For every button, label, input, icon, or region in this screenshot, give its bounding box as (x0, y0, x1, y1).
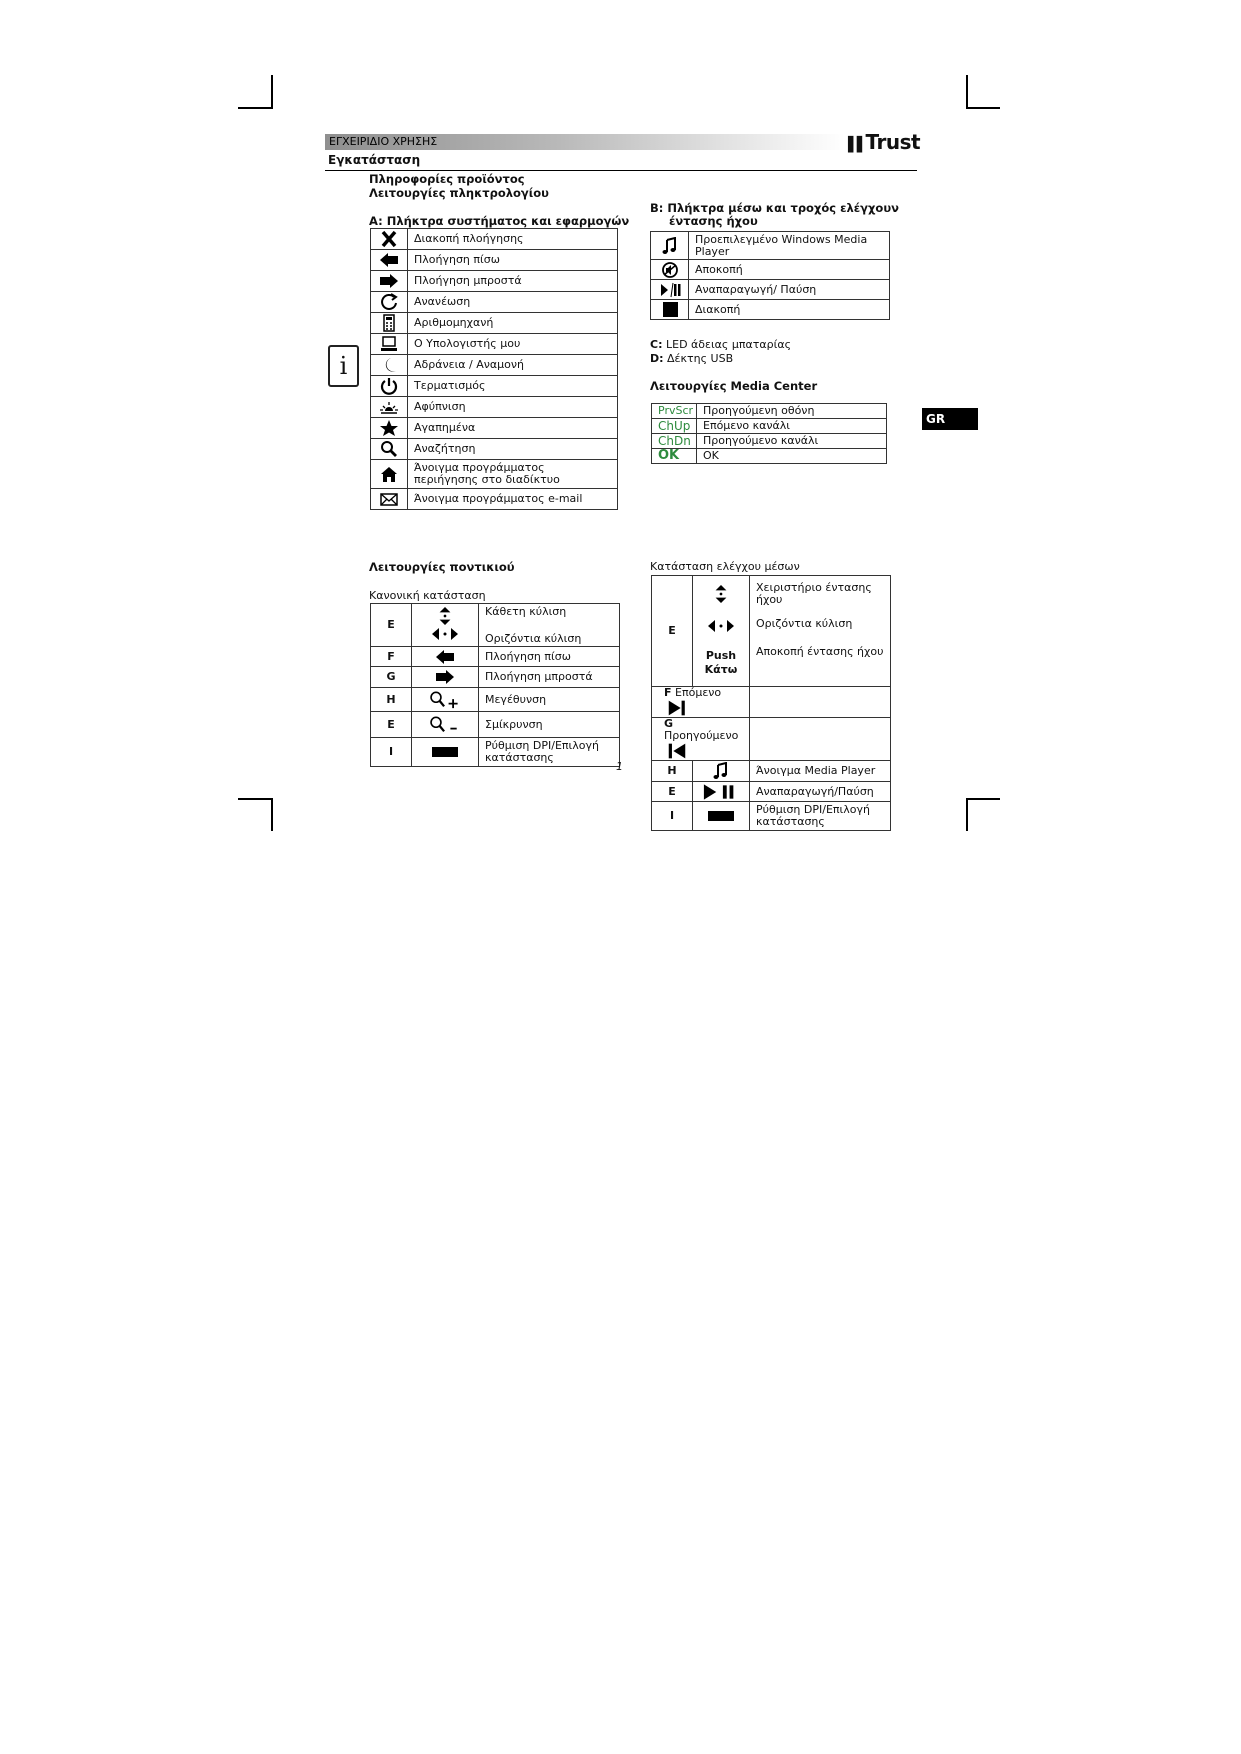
crop-mark (966, 107, 1000, 109)
key-letter: I (652, 802, 693, 831)
trust-logo: ▌▌Trust (848, 130, 921, 154)
key-label: Ρύθμιση DPI/Επιλογή κατάστασης (479, 738, 620, 767)
push-label: Push (705, 649, 737, 662)
wheel-labels (750, 576, 891, 687)
header-rule (325, 170, 917, 171)
table-row (371, 292, 618, 313)
key-letter: E (371, 604, 412, 647)
product-heading: Πληροφορίες προϊόντος (369, 172, 525, 186)
table-row (371, 712, 620, 738)
crop-mark (966, 798, 1000, 800)
mc-key-text: ChUp (658, 418, 691, 433)
table-row (652, 404, 887, 419)
key-label: Διακοπή πλοήγησης (408, 229, 618, 250)
key-letter: I (371, 738, 412, 767)
media-mode-title: Κατάσταση ελέγχου μέσων (650, 560, 800, 573)
track-cell (652, 687, 750, 718)
crop-mark (238, 798, 273, 800)
horizontal-scroll-label: Οριζόντια κύλιση (485, 631, 582, 645)
table-row (652, 576, 891, 687)
music-note-icon (693, 761, 750, 782)
arrow-left-icon (371, 250, 408, 271)
section-b-title: B: Πλήκτρα μέσω και τροχός ελέγχουν (650, 201, 899, 215)
page-number: 1 (616, 760, 623, 773)
empty-cell (750, 687, 891, 718)
mc-key-icon (652, 449, 697, 464)
table-row (371, 604, 620, 647)
info-icon: i (328, 345, 359, 387)
table-row (652, 718, 891, 761)
key-label: Αφύπνιση (408, 397, 618, 418)
table-row (371, 250, 618, 271)
mc-key-icon (652, 404, 697, 419)
c-line: C: LED άδειας μπαταρίας (650, 338, 792, 351)
header-title: ΕΓΧΕΙΡΙΔΙΟ ΧΡΗΣΗΣ (329, 135, 438, 148)
table-row (651, 260, 890, 280)
key-label: Άνοιγμα Media Player (750, 761, 891, 782)
power-icon (371, 376, 408, 397)
key-label: Αριθμομηχανή (408, 313, 618, 334)
key-letter: F (664, 686, 672, 699)
key-label: Προηγούμενο κανάλι (697, 434, 887, 449)
home-icon (371, 460, 408, 489)
page-subtitle: Εγκατάσταση (328, 153, 421, 167)
key-letter: E (371, 712, 412, 738)
table-row (652, 419, 887, 434)
scroll-labels (479, 604, 620, 647)
key-label: Πλοήγηση πίσω (479, 647, 620, 667)
wakeup-icon (371, 397, 408, 418)
media-center-title: Λειτουργίες Media Center (650, 379, 818, 393)
crop-mark (271, 75, 273, 108)
key-label: Προηγούμενη οθόνη (697, 404, 887, 419)
search-icon (371, 439, 408, 460)
volume-label: Χειριστήριο έντασης ήχου (756, 581, 872, 606)
table-row (371, 271, 618, 292)
key-label: Άνοιγμα προγράμματος περιήγησης στο διαδίκτυο (408, 460, 618, 489)
table-row (651, 300, 890, 320)
table-row (371, 334, 618, 355)
table-row (652, 687, 891, 718)
table-row (371, 376, 618, 397)
key-label: Αποκοπή (689, 260, 890, 280)
key-label: Αναζήτηση (408, 439, 618, 460)
star-icon (371, 418, 408, 439)
crop-mark (238, 107, 273, 109)
prev-track-icon (666, 744, 688, 757)
down-label: Κάτω (704, 663, 738, 676)
table-row (651, 232, 890, 260)
media-center-table (651, 403, 887, 464)
refresh-icon (371, 292, 408, 313)
wheel-icon (693, 576, 750, 687)
computer-icon (371, 334, 408, 355)
normal-mode-title: Κανονική κατάσταση (369, 589, 486, 602)
empty-cell (750, 718, 891, 761)
play-pause-bold-icon (693, 782, 750, 802)
table-row (371, 355, 618, 376)
key-label: Πλοήγηση μπροστά (479, 667, 620, 688)
table-row (652, 802, 891, 831)
next-track-icon (666, 701, 688, 714)
crop-mark (271, 798, 273, 831)
key-letter: H (371, 688, 412, 712)
zoom-out-icon (412, 712, 479, 738)
key-label: Πλοήγηση πίσω (408, 250, 618, 271)
mc-key-text: OK (658, 448, 680, 463)
key-label: Αγαπημένα (408, 418, 618, 439)
key-label: Αδράνεια / Αναμονή (408, 355, 618, 376)
zoom-in-icon (412, 688, 479, 712)
mc-key-icon (652, 434, 697, 449)
section-a-title: A: Πλήκτρα συστήματος και εφαρμογών (369, 214, 630, 228)
table-row (371, 489, 618, 510)
key-label: Τερματισμός (408, 376, 618, 397)
d-line: D: Δέκτης USB (650, 352, 734, 365)
key-label: Επόμενο κανάλι (697, 419, 887, 434)
key-label: Διακοπή (689, 300, 890, 320)
key-letter: G (664, 717, 674, 730)
crop-mark (966, 798, 968, 831)
table-row (371, 397, 618, 418)
table-row (652, 449, 887, 464)
key-letter: H (652, 761, 693, 782)
media-mode-table (651, 575, 891, 831)
key-label: Αναπαραγωγή/ Παύση (689, 280, 890, 300)
table-row (371, 418, 618, 439)
system-keys-table (370, 228, 618, 510)
key-letter: E (652, 782, 693, 802)
table-row (371, 667, 620, 688)
key-label: Πλοήγηση μπροστά (408, 271, 618, 292)
table-row (371, 647, 620, 667)
key-letter: E (652, 576, 693, 687)
play-pause-icon (651, 280, 689, 300)
table-row (371, 738, 620, 767)
music-note-icon (651, 232, 689, 260)
key-label: Σμίκρυνση (479, 712, 620, 738)
normal-mode-table (370, 603, 620, 767)
moon-icon (371, 355, 408, 376)
scroll-icon (412, 604, 479, 647)
key-label: Ρύθμιση DPI/Επιλογή κατάστασης (750, 802, 891, 831)
arrow-right-icon (371, 271, 408, 292)
key-label: Αναπαραγωγή/Παύση (750, 782, 891, 802)
key-label: Ο Υπολογιστής μου (408, 334, 618, 355)
media-keys-table (650, 231, 890, 320)
dpi-bar-icon (693, 802, 750, 831)
table-row (651, 280, 890, 300)
mc-key-text: PrvScr (658, 404, 694, 417)
arrow-left-icon (412, 647, 479, 667)
key-label: Επόμενο (675, 686, 722, 699)
horizontal-scroll-label: Οριζόντια κύλιση (756, 617, 853, 630)
key-label: Προεπιλεγμένο Windows Media Player (689, 232, 890, 260)
table-row (371, 313, 618, 334)
mute-label: Αποκοπή έντασης ήχου (756, 645, 884, 658)
table-row (652, 782, 891, 802)
key-letter: G (371, 667, 412, 688)
key-letter: F (371, 647, 412, 667)
keyboard-heading: Λειτουργίες πληκτρολογίου (369, 186, 549, 200)
mute-icon (651, 260, 689, 280)
table-row (371, 460, 618, 489)
vertical-scroll-label: Κάθετη κύλιση (485, 604, 567, 618)
track-cell (652, 718, 750, 761)
key-label: Μεγέθυνση (479, 688, 620, 712)
language-tab: GR (922, 408, 978, 430)
mc-key-text: ChDn (658, 433, 691, 448)
key-label: Ανανέωση (408, 292, 618, 313)
arrow-right-icon (412, 667, 479, 688)
table-row (652, 434, 887, 449)
crop-mark (966, 75, 968, 108)
section-b-title-2: έντασης ήχου (669, 214, 758, 228)
table-row (371, 229, 618, 250)
mc-key-icon (652, 419, 697, 434)
close-icon (371, 229, 408, 250)
calculator-icon (371, 313, 408, 334)
table-row (371, 439, 618, 460)
table-row (652, 761, 891, 782)
stop-icon (651, 300, 689, 320)
table-row (371, 688, 620, 712)
dpi-bar-icon (412, 738, 479, 767)
key-label: OK (697, 449, 887, 464)
mouse-title: Λειτουργίες ποντικιού (369, 560, 515, 574)
mail-icon (371, 489, 408, 510)
key-label: Άνοιγμα προγράμματος e-mail (408, 489, 618, 510)
key-label: Προηγούμενο (664, 729, 739, 742)
